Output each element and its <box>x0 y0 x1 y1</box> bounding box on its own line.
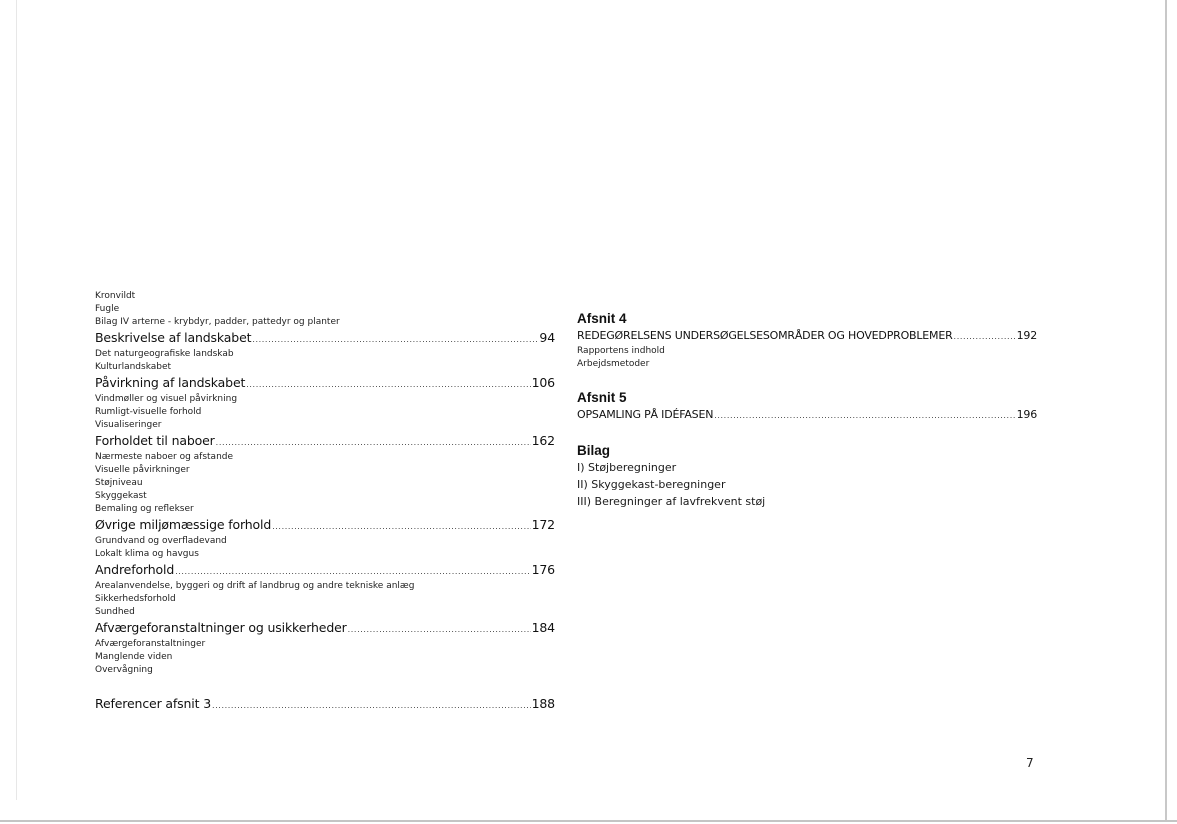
toc-subitem: Sikkerhedsforhold <box>95 594 176 604</box>
toc-subitem: Nærmeste naboer og afstande <box>95 452 234 462</box>
toc-leader-dots <box>272 519 530 535</box>
toc-leader-dots <box>216 435 531 451</box>
toc-leader-dots <box>714 408 1015 424</box>
page-number: 7 <box>1026 756 1034 770</box>
toc-entry-title: Referencer afsnit 3 <box>95 696 212 711</box>
scan-edge-right <box>1165 0 1167 820</box>
toc-entry <box>577 407 1037 424</box>
toc-subitem: Kulturlandskabet <box>95 362 172 372</box>
toc-entry <box>95 330 555 348</box>
toc-entry-title: Andreforhold <box>95 562 175 577</box>
toc-subitem: Bemaling og reflekser <box>95 504 194 514</box>
toc-entry-title: Påvirkning af landskabet <box>95 375 246 390</box>
toc-entry-page: 106 <box>531 375 555 390</box>
toc-subitem: Manglende viden <box>95 652 173 662</box>
toc-leader-dots <box>954 329 1016 345</box>
toc-entry <box>95 375 555 393</box>
toc-subitem: Støjniveau <box>95 478 143 488</box>
toc-subitem: Vindmøller og visuel påvirkning <box>95 394 238 404</box>
toc-leader-dots <box>348 622 531 638</box>
toc-entry-page: 172 <box>531 517 555 532</box>
toc-entry-title: Beskrivelse af landskabet <box>95 330 252 345</box>
toc-right-column <box>577 306 1037 510</box>
toc-subitem: Rapportens indhold <box>577 346 665 356</box>
toc-entry-title: Øvrige miljømæssige forhold <box>95 517 272 532</box>
scan-edge-left <box>16 0 17 800</box>
toc-subitem: Rumligt-visuelle forhold <box>95 407 202 417</box>
toc-subitem: Fugle <box>95 304 120 314</box>
appendix-item: III) Beregninger af lavfrekvent støj <box>577 495 766 508</box>
toc-entry-title: Afværgeforanstaltninger og usikkerheder <box>95 620 347 635</box>
toc-leader-dots <box>252 332 538 348</box>
toc-entry-page: 162 <box>531 433 555 448</box>
toc-subitem: Bilag IV arterne - krybdyr, padder, pattedyr og planter <box>95 317 340 327</box>
toc-entry-page: 184 <box>531 620 555 635</box>
section-heading: Afsnit 5 <box>577 390 627 405</box>
scan-edge-bottom <box>0 820 1177 822</box>
toc-leader-dots <box>246 377 530 393</box>
toc-entry-page: 192 <box>1016 329 1037 342</box>
toc-entry-page: 188 <box>531 696 555 711</box>
toc-subitem: Overvågning <box>95 665 153 675</box>
toc-entry-references <box>95 696 555 714</box>
toc-subitem: Sundhed <box>95 607 135 617</box>
toc-entry-page: 94 <box>539 330 555 345</box>
toc-subitem: Visuelle påvirkninger <box>95 465 190 475</box>
toc-leader-dots <box>212 698 531 714</box>
toc-subitem: Skyggekast <box>95 491 147 501</box>
toc-left-column <box>95 290 555 714</box>
toc-subitem: Grundvand og overfladevand <box>95 536 227 546</box>
appendix-item: II) Skyggekast-beregninger <box>577 478 726 491</box>
toc-entry <box>95 433 555 451</box>
toc-entry-title: OPSAMLING PÅ IDÉFASEN <box>577 408 714 421</box>
toc-subitem: Kronvildt <box>95 291 136 301</box>
toc-entry-title: REDEGØRELSENS UNDERSØGELSESOMRÅDER OG HOVEDPROBLEMER <box>577 329 953 342</box>
toc-entry-page: 196 <box>1016 408 1037 421</box>
section-heading: Afsnit 4 <box>577 311 627 326</box>
toc-entry <box>577 328 1037 345</box>
toc-entry-page: 176 <box>531 562 555 577</box>
toc-subitem: Lokalt klima og havgus <box>95 549 199 559</box>
toc-subitem: Arbejdsmetoder <box>577 359 650 369</box>
toc-leader-dots <box>175 564 530 580</box>
toc-entry <box>95 620 555 638</box>
toc-subitem: Det naturgeografiske landskab <box>95 349 234 359</box>
appendix-item: I) Støjberegninger <box>577 461 677 474</box>
section-heading: Bilag <box>577 443 611 458</box>
toc-subitem: Afværgeforanstaltninger <box>95 639 206 649</box>
toc-entry-title: Forholdet til naboer <box>95 433 215 448</box>
toc-subitem: Visualiseringer <box>95 420 162 430</box>
toc-entry <box>95 562 555 580</box>
toc-subitem: Arealanvendelse, byggeri og drift af landbrug og andre tekniske anlæg <box>95 581 415 591</box>
toc-entry <box>95 517 555 535</box>
